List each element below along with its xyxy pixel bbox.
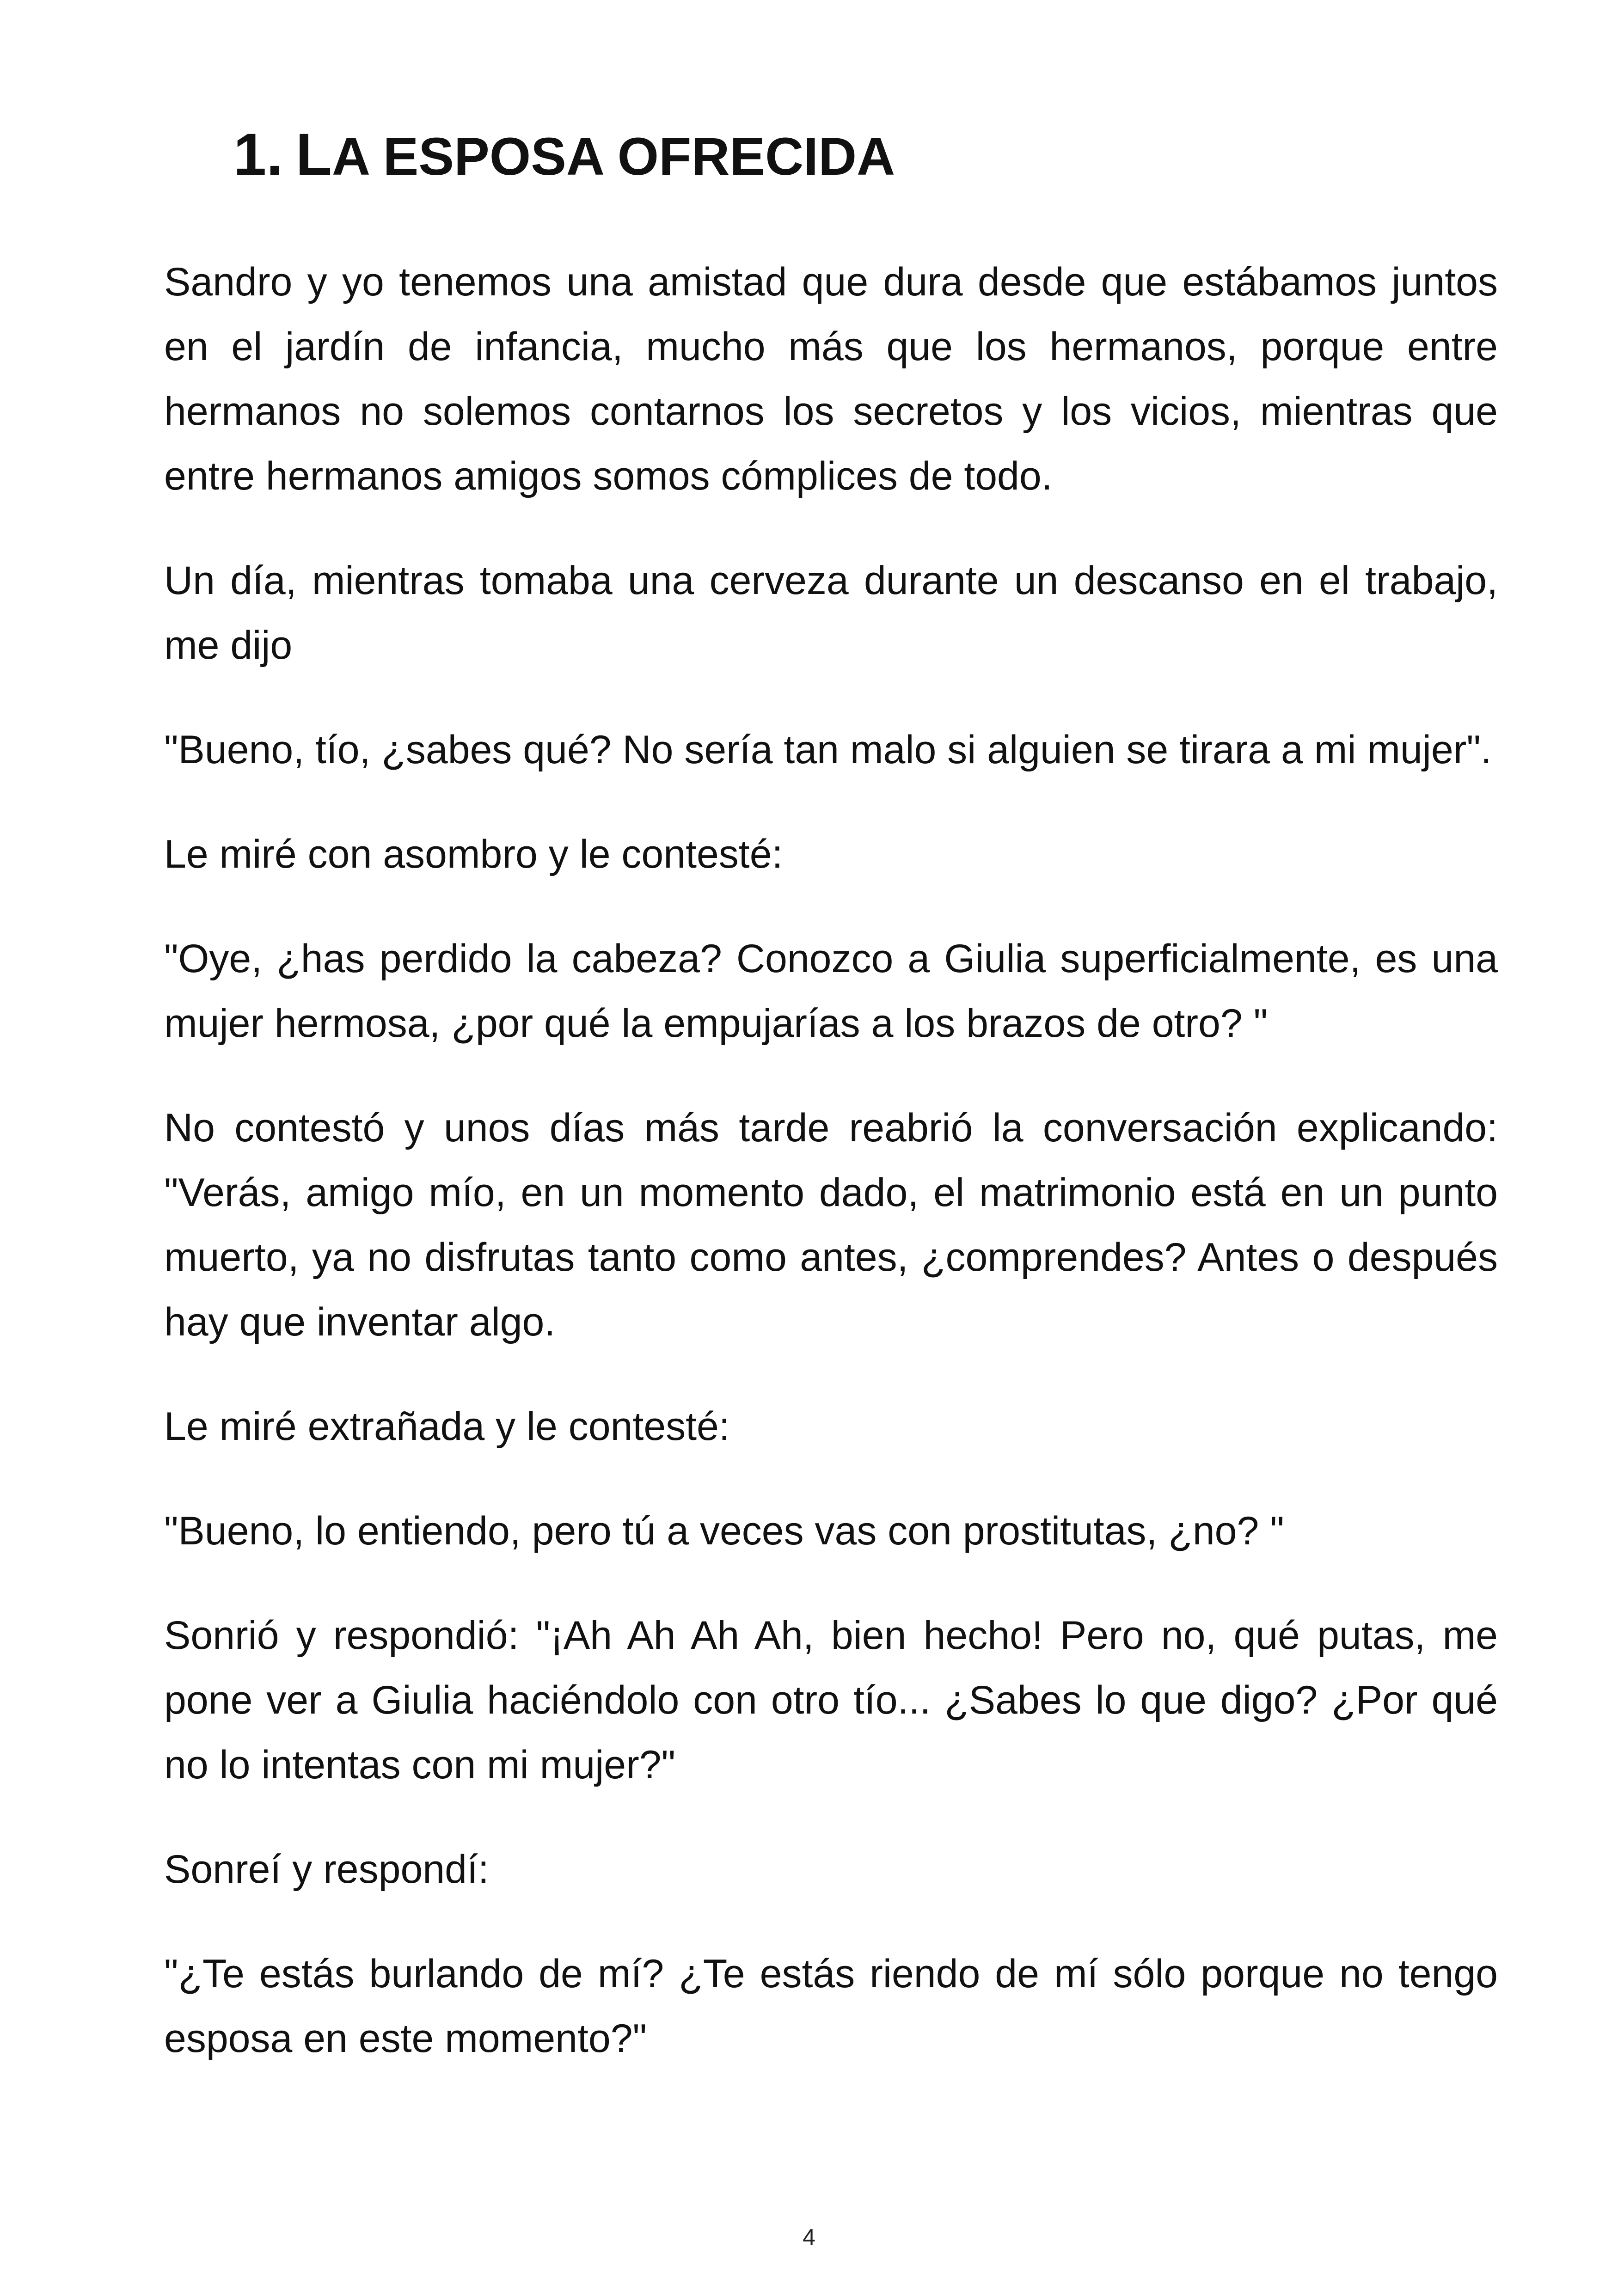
paragraph: Sandro y yo tenemos una amistad que dura desde que estábamos juntos en el jardín de infancia, mucho más que los hermanos, porque entre hermanos no solemos contarnos los secretos y los vicios, mientras que entre hermanos amigos somos cómplices de todo. xyxy=(164,260,1498,498)
paragraph: Sonrió y respondió: "¡Ah Ah Ah Ah, bien hecho! Pero no, qué putas, me pone ver a Giulia haciéndolo con otro tío... ¿Sabes lo que digo? ¿Por qué no lo intentas con mi mujer?" xyxy=(164,1613,1498,1787)
paragraph: "Oye, ¿has perdido la cabeza? Conozco a Giulia superficialmente, es una mujer hermosa, ¿por qué la empujarías a los brazos de otro? " xyxy=(164,937,1498,1046)
paragraph: Le miré extrañada y le contesté: xyxy=(164,1404,730,1449)
chapter-number: 1. xyxy=(233,122,283,188)
chapter-title xyxy=(233,118,895,194)
chapter-title-rest: A ESPOSA OFRECIDA xyxy=(331,127,895,186)
paragraph: "Bueno, tío, ¿sabes qué? No sería tan malo si alguien se tirara a mi mujer". xyxy=(164,728,1492,772)
paragraph: Un día, mientras tomaba una cerveza durante un descanso en el trabajo, me dijo xyxy=(164,558,1498,667)
paragraph: "Bueno, lo entiendo, pero tú a veces vas con prostitutas, ¿no? " xyxy=(164,1509,1284,1553)
chapter-title-initial: L xyxy=(295,122,332,188)
chapter-body xyxy=(164,250,1498,2111)
paragraph: No contestó y unos días más tarde reabrió la conversación explicando: "Verás, amigo mío, en un momento dado, el matrimonio está en un punto muerto, ya no disfrutas tanto como antes, ¿comprendes? Antes o después hay que inventar algo. xyxy=(164,1106,1498,1344)
paragraph: "¿Te estás burlando de mí? ¿Te estás riendo de mí sólo porque no tengo esposa en este momento?" xyxy=(164,1952,1498,2061)
paragraph: Le miré con asombro y le contesté: xyxy=(164,832,783,876)
paragraph: Sonreí y respondí: xyxy=(164,1847,489,1892)
page-number: 4 xyxy=(803,2224,815,2250)
